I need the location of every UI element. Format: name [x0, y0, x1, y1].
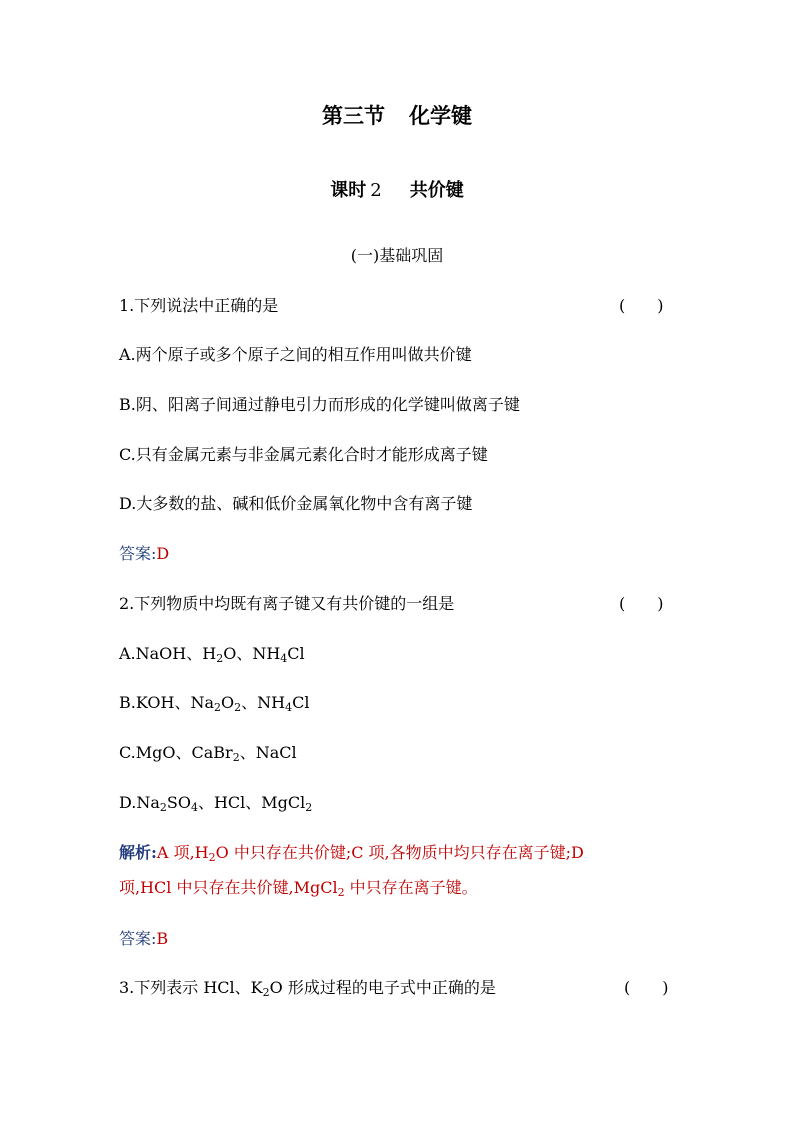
question-2-option-a: A.NaOH、$H_2O$、$NH_4Cl$: [119, 644, 305, 665]
subsection-heading: (一)基础巩固: [350, 246, 444, 265]
question-2-option-d: $D.Na_2SO_4$、HCl、MgCl$_2$: [119, 793, 313, 814]
answer-value: D: [156, 544, 170, 563]
question-1-option-a: A.两个原子或多个原子之间的相互作用叫做共价键: [119, 345, 472, 364]
question-2-analysis-line-1: 解析:A 项$,H_2O$ 中只存在共价键;C 项,各物质中均只存在离子键;D: [119, 843, 584, 864]
question-2-stem: 2.下列物质中均既有离子键又有共价键的一组是: [119, 594, 455, 613]
analysis-label: 解析:: [119, 843, 157, 862]
section-title: 第三节 化学键: [322, 103, 472, 128]
answer-label: 答案:: [119, 929, 157, 948]
question-1-option-d: D.大多数的盐、碱和低价金属氧化物中含有离子键: [119, 494, 473, 513]
question-2-answer-blank: ( ): [619, 594, 664, 613]
question-3-stem: 3.下列表示 HCl、$K_2O$ 形成过程的电子式中正确的是: [119, 978, 496, 999]
question-2-option-c: C.MgO、CaBr$_2$、NaCl: [119, 743, 297, 764]
question-2-answer: [119, 926, 168, 949]
question-2-option-b: B.KOH、$Na_2O_2$、$NH_4Cl$: [119, 693, 310, 714]
answer-label: 答案:: [119, 544, 157, 563]
lesson-title: 课时 2 共价键: [330, 180, 464, 201]
answer-value: B: [156, 929, 169, 948]
question-3-answer-blank: ( ): [624, 978, 669, 997]
question-1-option-b: B.阴、阳离子间通过静电引力而形成的化学键叫做离子键: [119, 395, 520, 414]
question-1-stem: 1.下列说法中正确的是: [119, 296, 279, 315]
question-2-analysis-line-2: 项,HCl 中只存在共价键,MgCl$_2$ 中只存在离子键。: [119, 878, 478, 899]
question-1-option-c: C.只有金属元素与非金属元素化合时才能形成离子键: [119, 445, 488, 464]
question-1-answer: [119, 541, 169, 564]
question-1-answer-blank: ( ): [619, 296, 664, 315]
